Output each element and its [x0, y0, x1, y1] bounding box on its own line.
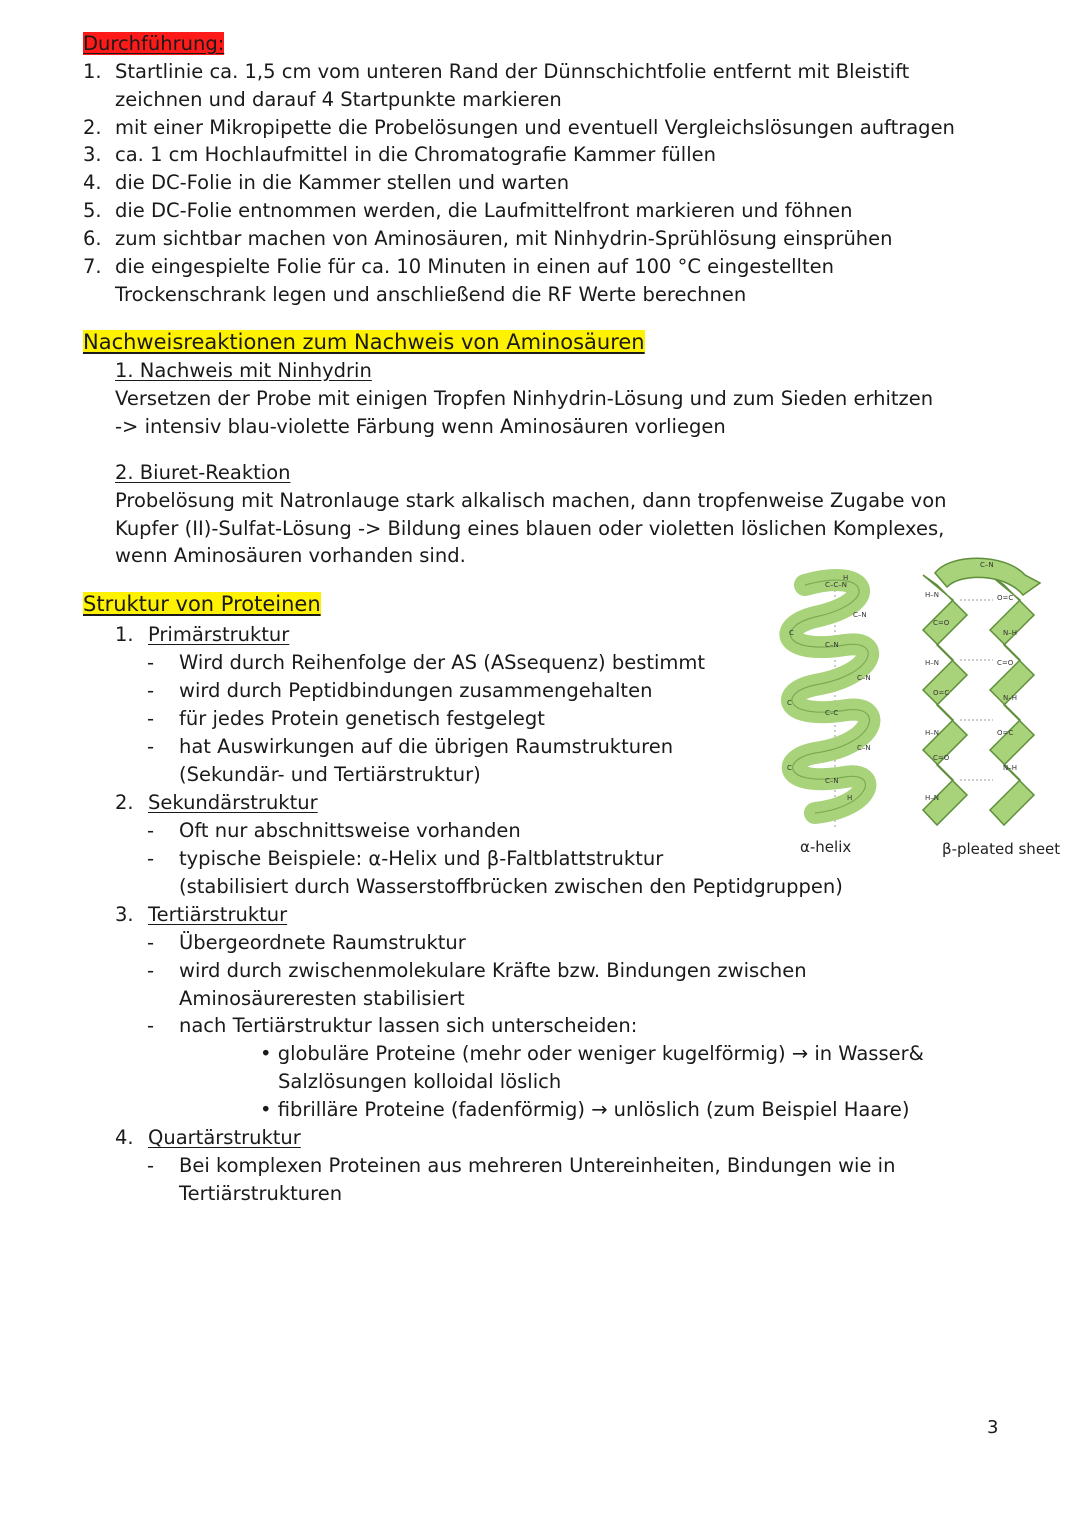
list-item-text: die DC-Folie entnommen werden, die Laufmittelfront markieren und föhnen	[115, 199, 853, 222]
svg-text:C=O: C=O	[997, 659, 1014, 667]
bullet-dash: -	[147, 931, 155, 954]
heading-struktur-proteine: Struktur von Proteinen	[83, 592, 321, 616]
list-number: 7.	[83, 255, 102, 278]
svg-text:H: H	[843, 574, 849, 582]
bullet-dash: -	[147, 707, 155, 730]
paragraph-line: Kupfer (II)-Sulfat-Lösung -> Bildung eines blauen oder violetten löslichen Komplexes,	[115, 517, 945, 540]
subheading-quartaerstruktur: Quartärstruktur	[148, 1126, 301, 1149]
subheading-sekundaerstruktur: Sekundärstruktur	[148, 791, 318, 814]
bullet-dash: -	[147, 959, 155, 982]
list-number: 1.	[115, 623, 134, 646]
list-number: 5.	[83, 199, 102, 222]
svg-text:C=O: C=O	[933, 619, 950, 627]
bullet-dash: -	[147, 847, 155, 870]
bullet-text: Übergeordnete Raumstruktur	[179, 931, 466, 954]
svg-text:H: H	[847, 794, 853, 802]
svg-text:H–N: H–N	[925, 794, 939, 802]
svg-text:C–C–N: C–C–N	[825, 581, 848, 589]
bullet-text: wird durch zwischenmolekulare Kräfte bzw. Bindungen zwischen	[179, 959, 807, 982]
svg-text:C–N: C–N	[857, 674, 871, 682]
bullet-text-continuation: Aminosäureresten stabilisiert	[179, 987, 465, 1010]
page-number: 3	[987, 1417, 999, 1438]
bullet-text: für jedes Protein genetisch festgelegt	[179, 707, 545, 730]
list-item-text: zum sichtbar machen von Aminosäuren, mit Ninhydrin-Sprühlösung einsprühen	[115, 227, 893, 250]
protein-structure-figure	[775, 555, 1065, 845]
sub-bullet-text: • fibrilläre Proteine (fadenförmig) → unlöslich (zum Beispiel Haare)	[260, 1098, 910, 1121]
bullet-text: hat Auswirkungen auf die übrigen Raumstrukturen	[179, 735, 674, 758]
caption-beta-sheet: β-pleated sheet	[942, 840, 1061, 858]
svg-text:C: C	[789, 629, 794, 637]
bullet-text: typische Beispiele: α-Helix und β-Faltblattstruktur	[179, 847, 664, 870]
paragraph-line: Probelösung mit Natronlauge stark alkalisch machen, dann tropfenweise Zugabe von	[115, 489, 947, 512]
svg-text:C–N: C–N	[825, 777, 839, 785]
bullet-text: Bei komplexen Proteinen aus mehreren Untereinheiten, Bindungen wie in	[179, 1154, 896, 1177]
bullet-dash: -	[147, 679, 155, 702]
svg-text:O=C: O=C	[933, 689, 950, 697]
bullet-dash: -	[147, 1014, 155, 1037]
svg-text:O=C: O=C	[997, 729, 1014, 737]
svg-text:C: C	[787, 699, 792, 707]
bullet-text: wird durch Peptidbindungen zusammengehalten	[179, 679, 653, 702]
beta-sheet-illustration	[923, 558, 1040, 825]
bullet-dash: -	[147, 735, 155, 758]
list-item-text: ca. 1 cm Hochlaufmittel in die Chromatografie Kammer füllen	[115, 143, 716, 166]
list-number: 4.	[115, 1126, 134, 1149]
bullet-dash: -	[147, 819, 155, 842]
bullet-text: nach Tertiärstruktur lassen sich unterscheiden:	[179, 1014, 638, 1037]
svg-text:C: C	[787, 764, 792, 772]
svg-text:C–N: C–N	[825, 641, 839, 649]
list-item-text: Startlinie ca. 1,5 cm vom unteren Rand der Dünnschichtfolie entfernt mit Bleistift	[115, 60, 910, 83]
list-item-text: die eingespielte Folie für ca. 10 Minuten in einen auf 100 °C eingestellten	[115, 255, 834, 278]
paragraph-line: Versetzen der Probe mit einigen Tropfen Ninhydrin-Lösung und zum Sieden erhitzen	[115, 387, 934, 410]
subheading-tertiaerstruktur: Tertiärstruktur	[148, 903, 288, 926]
svg-text:N–H: N–H	[1003, 629, 1017, 637]
bullet-dash: -	[147, 1154, 155, 1177]
alpha-helix-illustration	[787, 570, 871, 830]
bullet-text: Wird durch Reihenfolge der AS (ASsequenz) bestimmt	[179, 651, 706, 674]
list-item-text: die DC-Folie in die Kammer stellen und warten	[115, 171, 570, 194]
svg-text:C=O: C=O	[933, 754, 950, 762]
svg-text:O=C: O=C	[997, 594, 1014, 602]
svg-text:C–N: C–N	[853, 611, 867, 619]
list-number: 3.	[83, 143, 102, 166]
list-item-text: zeichnen und darauf 4 Startpunkte markieren	[115, 88, 562, 111]
bullet-text-continuation: (stabilisiert durch Wasserstoffbrücken zwischen den Peptidgruppen)	[179, 875, 843, 898]
list-number: 6.	[83, 227, 102, 250]
sub-bullet-text-continuation: Salzlösungen kolloidal löslich	[278, 1070, 562, 1093]
list-number: 1.	[83, 60, 102, 83]
heading-nachweisreaktionen: Nachweisreaktionen zum Nachweis von Aminosäuren	[83, 330, 645, 354]
svg-text:N–H: N–H	[1003, 694, 1017, 702]
bullet-text-continuation: Tertiärstrukturen	[179, 1182, 343, 1205]
list-number: 3.	[115, 903, 134, 926]
list-number: 4.	[83, 171, 102, 194]
subheading-biuret: 2. Biuret-Reaktion	[115, 461, 291, 484]
svg-text:C–N: C–N	[857, 744, 871, 752]
svg-text:H–N: H–N	[925, 659, 939, 667]
list-item-text: mit einer Mikropipette die Probelösungen und eventuell Vergleichslösungen auftragen	[115, 116, 955, 139]
list-number: 2.	[83, 116, 102, 139]
svg-text:C–N: C–N	[980, 561, 994, 569]
bullet-dash: -	[147, 651, 155, 674]
svg-text:C–C: C–C	[825, 709, 839, 717]
list-number: 2.	[115, 791, 134, 814]
heading-durchfuehrung: Durchführung:	[83, 32, 225, 55]
paragraph-line: -> intensiv blau-violette Färbung wenn Aminosäuren vorliegen	[115, 415, 726, 438]
caption-alpha-helix: α-helix	[800, 838, 852, 856]
svg-text:H–N: H–N	[925, 591, 939, 599]
subheading-ninhydrin: 1. Nachweis mit Ninhydrin	[115, 359, 372, 382]
list-item-text: Trockenschrank legen und anschließend die RF Werte berechnen	[115, 283, 747, 306]
sub-bullet-text: • globuläre Proteine (mehr oder weniger kugelförmig) → in Wasser&	[260, 1042, 924, 1065]
bullet-text-continuation: (Sekundär- und Tertiärstruktur)	[179, 763, 481, 786]
paragraph-line: wenn Aminosäuren vorhanden sind.	[115, 544, 466, 567]
svg-text:H–N: H–N	[925, 729, 939, 737]
svg-text:N–H: N–H	[1003, 764, 1017, 772]
bullet-text: Oft nur abschnittsweise vorhanden	[179, 819, 521, 842]
subheading-primaerstruktur: Primärstruktur	[148, 623, 290, 646]
